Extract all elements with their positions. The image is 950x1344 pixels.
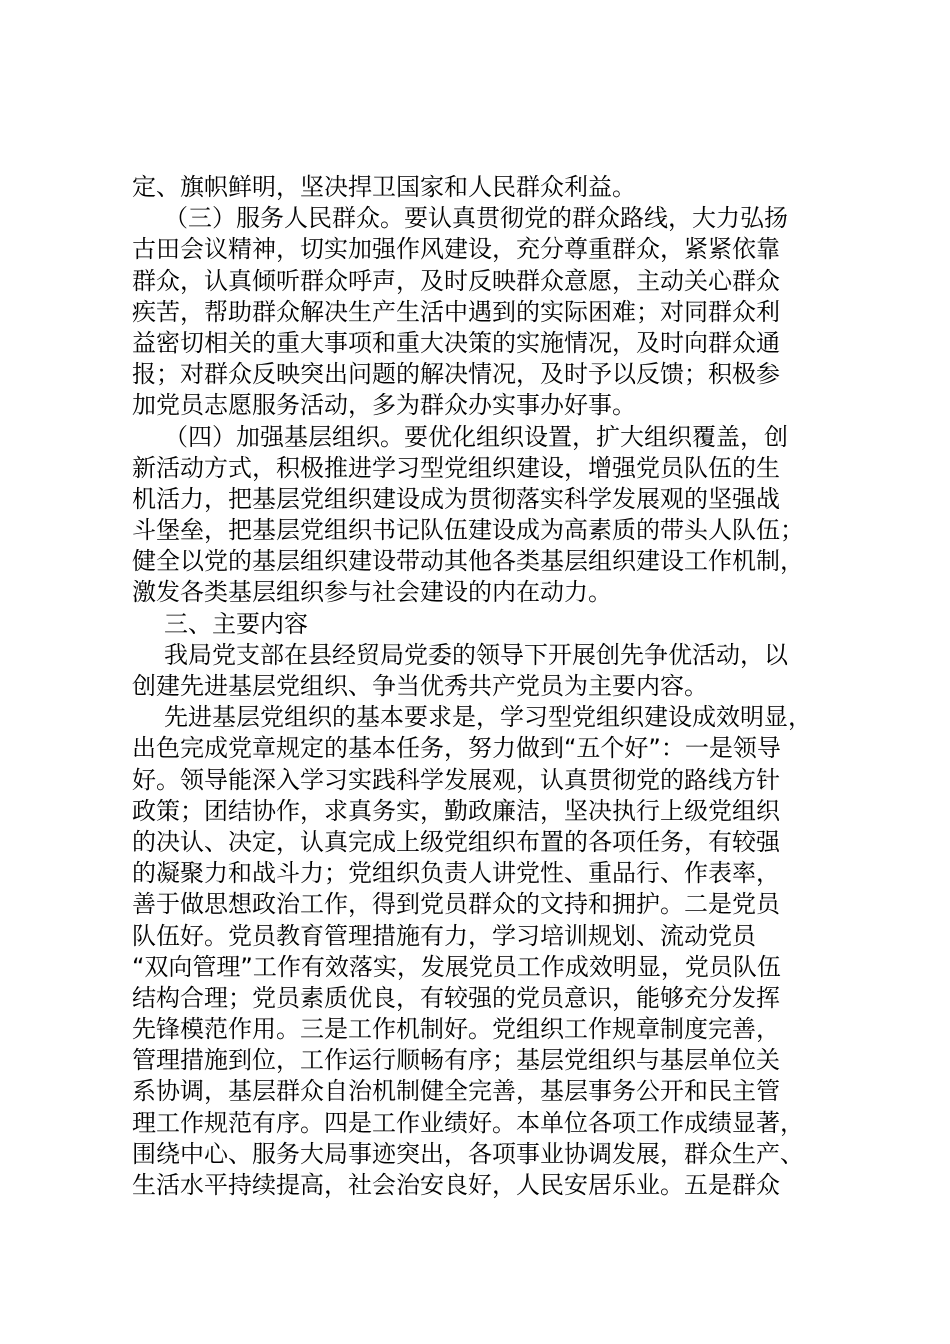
text-line: 古田会议精神，切实加强作风建设，充分尊重群众，紧紧依靠: [132, 235, 780, 264]
text-line: 政策；团结协作，求真务实，勤政廉洁，坚决执行上级党组织: [132, 796, 780, 825]
text-line: 我局党支部在县经贸局党委的领导下开展创先争优活动，以: [164, 640, 788, 669]
text-line: 先锋模范作用。三是工作机制好。党组织工作规章制度完善，: [132, 1015, 780, 1044]
text-line: 创建先进基层党组织、争当优秀共产党员为主要内容。: [132, 672, 708, 700]
text-line: 围绕中心、服务大局事迹突出，各项事业协调发展，群众生产、: [132, 1139, 804, 1168]
text-line: 善于做思想政治工作，得到党员群众的文持和拥护。二是党员: [132, 890, 780, 919]
text-line: 好。领导能深入学习实践科学发展观，认真贯彻党的路线方针: [132, 765, 780, 794]
text-line: 斗堡垒，把基层党组织书记队伍建设成为高素质的带头人队伍；: [132, 516, 804, 545]
text-line: 益密切相关的重大事项和重大决策的实施情况，及时向群众通: [132, 328, 780, 357]
text-line: 激发各类基层组织参与社会建设的内在动力。: [132, 578, 612, 607]
body-text: [132, 172, 852, 1201]
text-line: 定、旗帜鲜明，坚决捍卫国家和人民群众利益。: [132, 173, 636, 201]
text-line: 加党员志愿服务活动，多为群众办实事办好事。: [132, 391, 636, 420]
text-line: “双向管理”工作有效落实，发展党员工作成效明显，党员队伍: [132, 952, 781, 981]
text-line: 出色完成党章规定的基本任务，努力做到“五个好”：一是领导: [132, 734, 781, 763]
text-line: 队伍好。党员教育管理措施有力，学习培训规划、流动党员: [132, 921, 756, 950]
text-line: （三）服务人民群众。要认真贯彻党的群众路线，大力弘扬: [164, 204, 788, 233]
text-line: 结构合理；党员素质优良，有较强的党员意识，能够充分发挥: [132, 983, 780, 1012]
text-line: 群众，认真倾听群众呼声，及时反映群众意愿，主动关心群众: [132, 266, 780, 295]
text-line: （四）加强基层组织。要优化组织设置，扩大组织覆盖，创: [164, 422, 788, 451]
text-line: 生活水平持续提高，社会治安良好，人民安居乐业。五是群众: [132, 1171, 780, 1199]
text-line: 健全以党的基层组织建设带动其他各类基层组织建设工作机制，: [132, 547, 804, 576]
text-line: 新活动方式，积极推进学习型党组织建设，增强党员队伍的生: [132, 453, 780, 482]
text-line: 先进基层党组织的基本要求是，学习型党组织建设成效明显，: [164, 703, 812, 732]
text-line: 机活力，把基层党组织建设成为贯彻落实科学发展观的坚强战: [132, 484, 780, 513]
text-line: 报；对群众反映突出问题的解决情况，及时予以反馈；积极参: [132, 360, 780, 389]
text-line: 三、主要内容: [164, 609, 308, 638]
text-line: 的决认、决定，认真完成上级党组织布置的各项任务，有较强: [132, 827, 780, 856]
text-line: 理工作规范有序。四是工作业绩好。本单位各项工作成绩显著，: [132, 1108, 804, 1137]
text-line: 管理措施到位，工作运行顺畅有序；基层党组织与基层单位关: [132, 1046, 780, 1075]
text-line: 的凝聚力和战斗力；党组织负责人讲党性、重品行、作表率，: [132, 859, 780, 888]
text-line: 系协调，基层群众自治机制健全完善，基层事务公开和民主管: [132, 1077, 780, 1106]
text-line: 疾苦，帮助群众解决生产生活中遇到的实际困难；对同群众利: [132, 297, 780, 326]
